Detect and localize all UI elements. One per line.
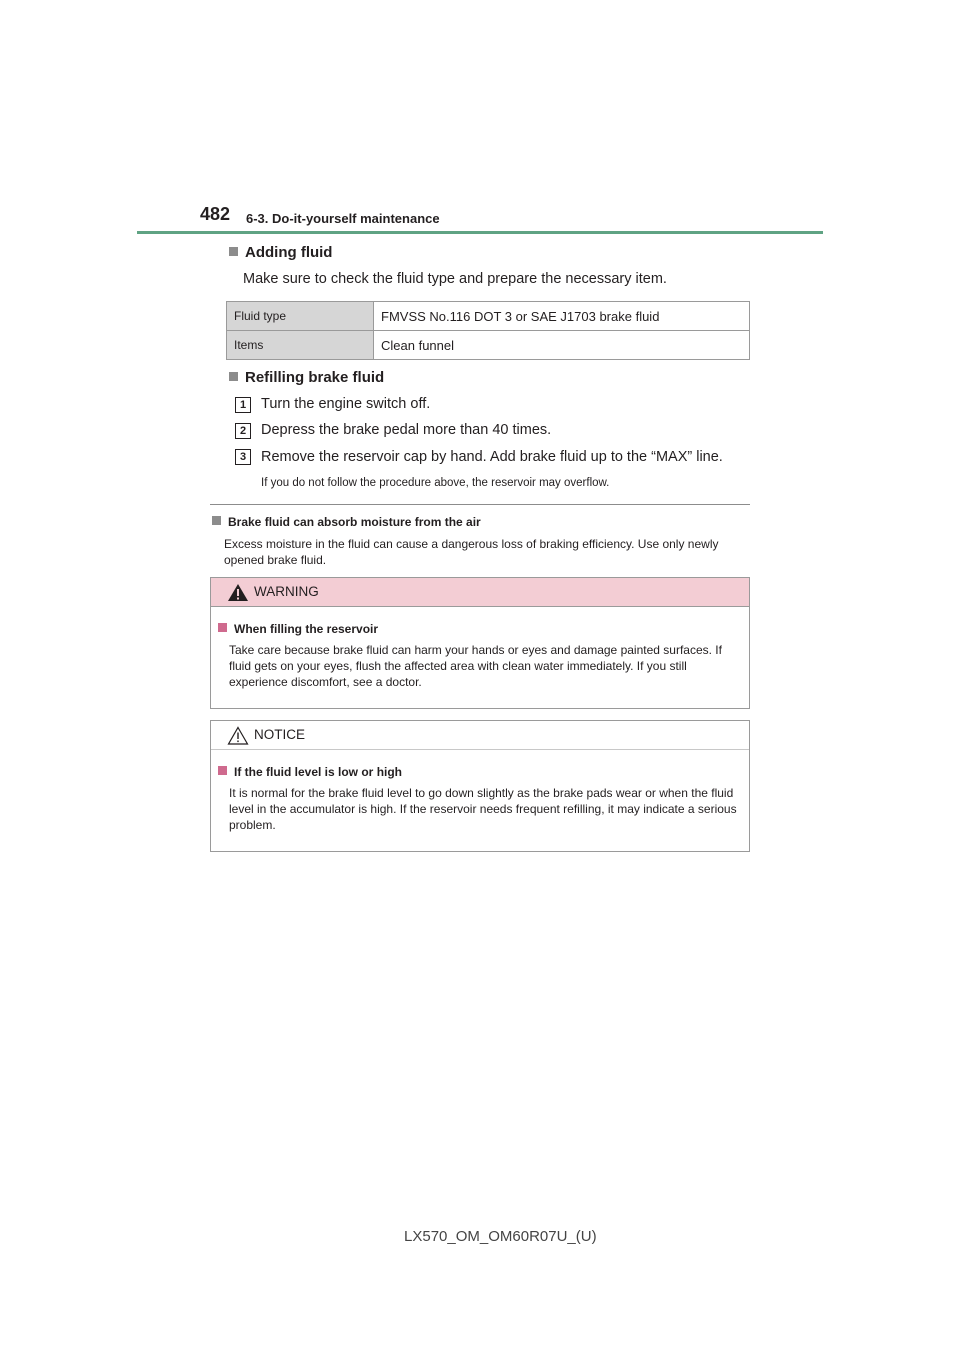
table-row — [227, 302, 750, 331]
page-number: 482 — [200, 204, 231, 224]
overflow-note: If you do not follow the procedure above, the reservoir may overflow. — [261, 477, 610, 489]
divider — [210, 504, 750, 505]
fluid-table — [226, 301, 750, 360]
warning-triangle-icon — [227, 583, 249, 602]
heading-refilling-brake-fluid: Refilling brake fluid — [229, 369, 384, 386]
warning-heading: When filling the reservoir — [218, 622, 378, 636]
step-number-3: 3 — [235, 449, 251, 465]
step-number-2: 2 — [235, 423, 251, 439]
footer-code: LX570_OM_OM60R07U_(U) — [404, 1228, 597, 1245]
section-title: 6-3. Do-it-yourself maintenance — [246, 211, 440, 226]
square-bullet-icon — [218, 623, 227, 632]
moisture-text: Excess moisture in the fluid can cause a dangerous loss of braking efficiency. Use only newly opened brake fluid. — [224, 537, 719, 567]
warning-label: WARNING — [254, 584, 319, 599]
step-text-3: Remove the reservoir cap by hand. Add brake fluid up to the “MAX” line. — [261, 449, 723, 465]
step-text-2: Depress the brake pedal more than 40 times. — [261, 422, 552, 438]
square-bullet-icon — [229, 372, 238, 381]
step-number-1: 1 — [235, 397, 251, 413]
notice-triangle-icon — [227, 726, 249, 745]
heading-moisture: Brake fluid can absorb moisture from the air — [212, 515, 481, 529]
step-text-1: Turn the engine switch off. — [261, 396, 431, 412]
table-row — [227, 331, 750, 360]
heading-adding-fluid: Adding fluid — [229, 244, 332, 261]
notice-heading: If the fluid level is low or high — [218, 765, 402, 779]
warning-header — [211, 578, 749, 607]
header-rule — [137, 231, 823, 234]
notice-box — [210, 720, 750, 852]
table-label: Items — [227, 331, 374, 360]
square-bullet-icon — [212, 516, 221, 525]
square-bullet-icon — [218, 766, 227, 775]
square-bullet-icon — [229, 247, 238, 256]
notice-header — [211, 721, 749, 750]
notice-label: NOTICE — [254, 727, 306, 742]
adding-fluid-text: Make sure to check the fluid type and prepare the necessary item. — [243, 271, 667, 287]
table-label: Fluid type — [227, 302, 374, 331]
notice-text: It is normal for the brake fluid level to go down slightly as the brake pads wear or when the fluid level in the accumulator is high. If the reservoir needs frequent refilling, it may indicate a serious problem. — [229, 786, 737, 832]
table-value: FMVSS No.116 DOT 3 or SAE J1703 brake fluid — [374, 302, 750, 331]
warning-text: Take care because brake fluid can harm your hands or eyes and damage painted surfaces. If fluid gets on your eyes, flush the affected area with clean water immediately. If you still experience discomfort, see a doctor. — [229, 643, 722, 689]
table-value: Clean funnel — [374, 331, 750, 360]
warning-box — [210, 577, 750, 709]
